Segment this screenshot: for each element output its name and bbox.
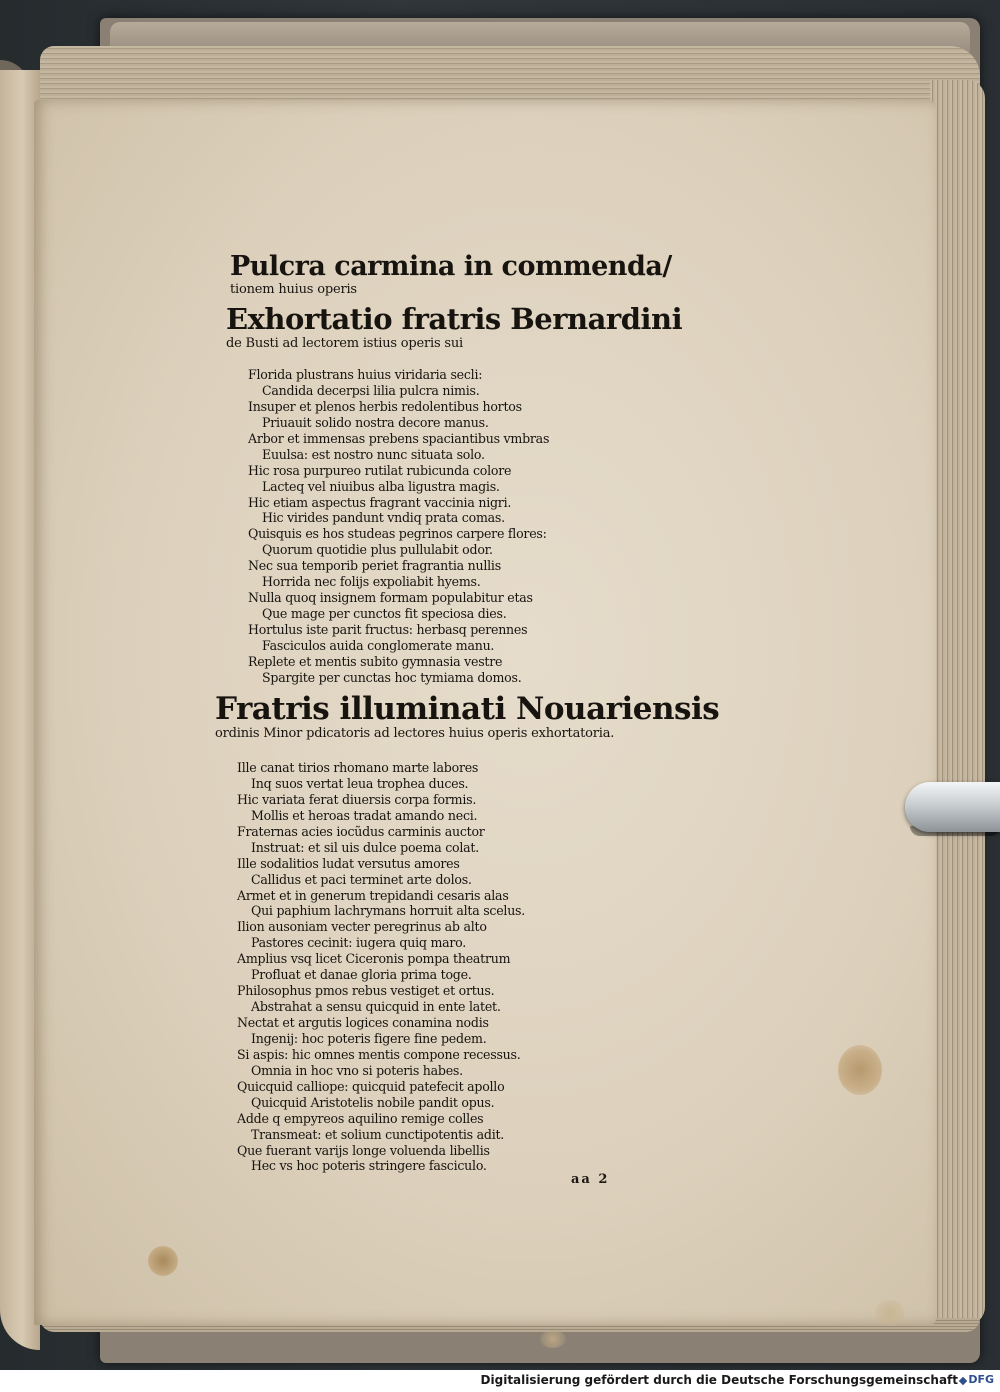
footer-banner — [0, 1370, 1000, 1392]
verse-line: Qui paphium lachrymans horruit alta scelus. — [251, 903, 526, 919]
verse-line: Fasciculos auida conglomerate manu. — [262, 637, 495, 653]
verse-line: Candida decerpsi lilia pulcra nimis. — [262, 382, 480, 398]
verse-line: Armet et in generum trepidandi cesaris alas — [237, 887, 509, 903]
verse-line: Replete et mentis subito gymnasia vestre — [248, 653, 503, 669]
verse-line: Adde q empyreos aquilino remige colles — [237, 1110, 484, 1126]
verse-line: Philosophus pmos rebus vestiget et ortus. — [237, 983, 495, 999]
heading-title: Pulcra carmina in commenda/ — [230, 251, 672, 282]
heading-fratris-illuminati — [215, 692, 719, 742]
verse-line: Quorum quotidie plus pullulabit odor. — [262, 542, 493, 558]
verse-line: Ille sodalitios ludat versutus amores — [237, 855, 460, 871]
poem-illuminati — [237, 760, 525, 1174]
verse-line: Si aspis: hic omnes mentis compone recessus. — [237, 1046, 521, 1062]
verse-line: Ingenij: hoc poteris figere fine pedem. — [251, 1030, 487, 1046]
signature-mark: aa 2 — [571, 1172, 610, 1187]
verse-line: Ilion ausoniam vecter peregrinus ab alto — [237, 919, 487, 935]
verse-line: Fraternas acies iocũdus carminis auctor — [237, 823, 485, 839]
verse-line: Priuauit solido nostra decore manus. — [262, 414, 489, 430]
heading-pulcra-carmina — [230, 252, 672, 298]
verse-line: Transmeat: et solium cunctipotentis adit. — [251, 1126, 505, 1142]
heading-title: Fratris illuminati Nouariensis — [215, 691, 720, 727]
verse-line: Horrida nec folijs expoliabit hyems. — [262, 574, 481, 590]
verse-line: Arbor et immensas prebens spaciantibus vmbras — [248, 430, 550, 446]
verse-line: Quisquis es hos studeas pegrinos carpere flores: — [248, 526, 547, 542]
stain-spot — [148, 1246, 178, 1276]
verse-line: Hic etiam aspectus fragrant vaccinia nigri. — [248, 494, 512, 510]
dfg-logo-icon — [959, 1377, 967, 1385]
dfg-logo: DFG — [968, 1373, 994, 1386]
verse-line: Hec vs hoc poteris stringere fasciculo. — [251, 1158, 487, 1174]
verse-line: Que mage per cunctos fit speciosa dies. — [262, 606, 507, 622]
verse-line: Hic rosa purpureo rutilat rubicunda colore — [248, 462, 512, 478]
heading-subtitle: tionem huius operis — [230, 282, 357, 297]
footer-text: Digitalisierung gefördert durch die Deutsche Forschungsgemeinschaft — [480, 1373, 958, 1387]
verse-line: Amplius vsq licet Ciceronis pompa theatrum — [237, 951, 511, 967]
verse-line: Ille canat tirios rhomano marte labores — [237, 760, 479, 775]
verse-line: Mollis et heroas tradat amando neci. — [251, 807, 478, 823]
heading-title: Exhortatio fratris Bernardini — [226, 302, 683, 336]
verse-line: Quicquid Aristotelis nobile pandit opus. — [251, 1094, 495, 1110]
verse-line: Florida plustrans huius viridaria secli: — [248, 367, 483, 382]
page-clamp — [905, 782, 1000, 832]
poem-exhortatio — [248, 367, 549, 686]
verse-line: Nulla quoq insignem formam populabitur etas — [248, 590, 533, 606]
verse-line: Instruat: et sil uis dulce poema colat. — [251, 839, 479, 855]
heading-subtitle: de Busti ad lectorem istius operis sui — [226, 336, 464, 351]
verse-line: Nectat et argutis logices conamina nodis — [237, 1015, 489, 1030]
heading-exhortatio — [226, 302, 682, 352]
page-edges-top — [40, 46, 980, 104]
verse-line: Callidus et paci terminet arte dolos. — [251, 871, 472, 887]
stain-spot — [838, 1045, 882, 1095]
verse-line: Hortulus iste parit fructus: herbasq perennes — [248, 622, 528, 637]
verse-line: Lacteq vel niuibus alba ligustra magis. — [262, 478, 500, 494]
stain-spot — [875, 1300, 905, 1326]
verse-line: Hic variata ferat diuersis corpa formis. — [237, 791, 477, 807]
verse-line: Abstrahat a sensu quicquid in ente latet. — [251, 999, 501, 1015]
verse-line: Profluat et danae gloria prima toge. — [251, 967, 472, 983]
stain-spot — [540, 1330, 566, 1348]
verse-line: Omnia in hoc vno si poteris habes. — [251, 1062, 463, 1078]
verse-line: Insuper et plenos herbis redolentibus hortos — [248, 398, 522, 414]
verse-line: Quicquid calliope: quicquid patefecit apollo — [237, 1078, 505, 1094]
heading-subtitle: ordinis Minor pdicatoris ad lectores huius operis exhortatoria. — [215, 726, 615, 741]
verse-line: Euulsa: est nostro nunc situata solo. — [262, 446, 485, 462]
verse-line: Nec sua temporib periet fragrantia nullis — [248, 558, 501, 574]
verse-line: Que fuerant varijs longe voluenda libellis — [237, 1142, 490, 1158]
verse-line: Hic virides pandunt vndiq prata comas. — [262, 510, 505, 526]
page-edges-right — [930, 80, 985, 1325]
verse-line: Spargite per cunctas hoc tymiama domos. — [262, 669, 522, 685]
verse-line: Inq suos vertat leua tropheа duces. — [251, 775, 469, 791]
verse-line: Pastores cecinit: iugera quiq maro. — [251, 935, 467, 951]
